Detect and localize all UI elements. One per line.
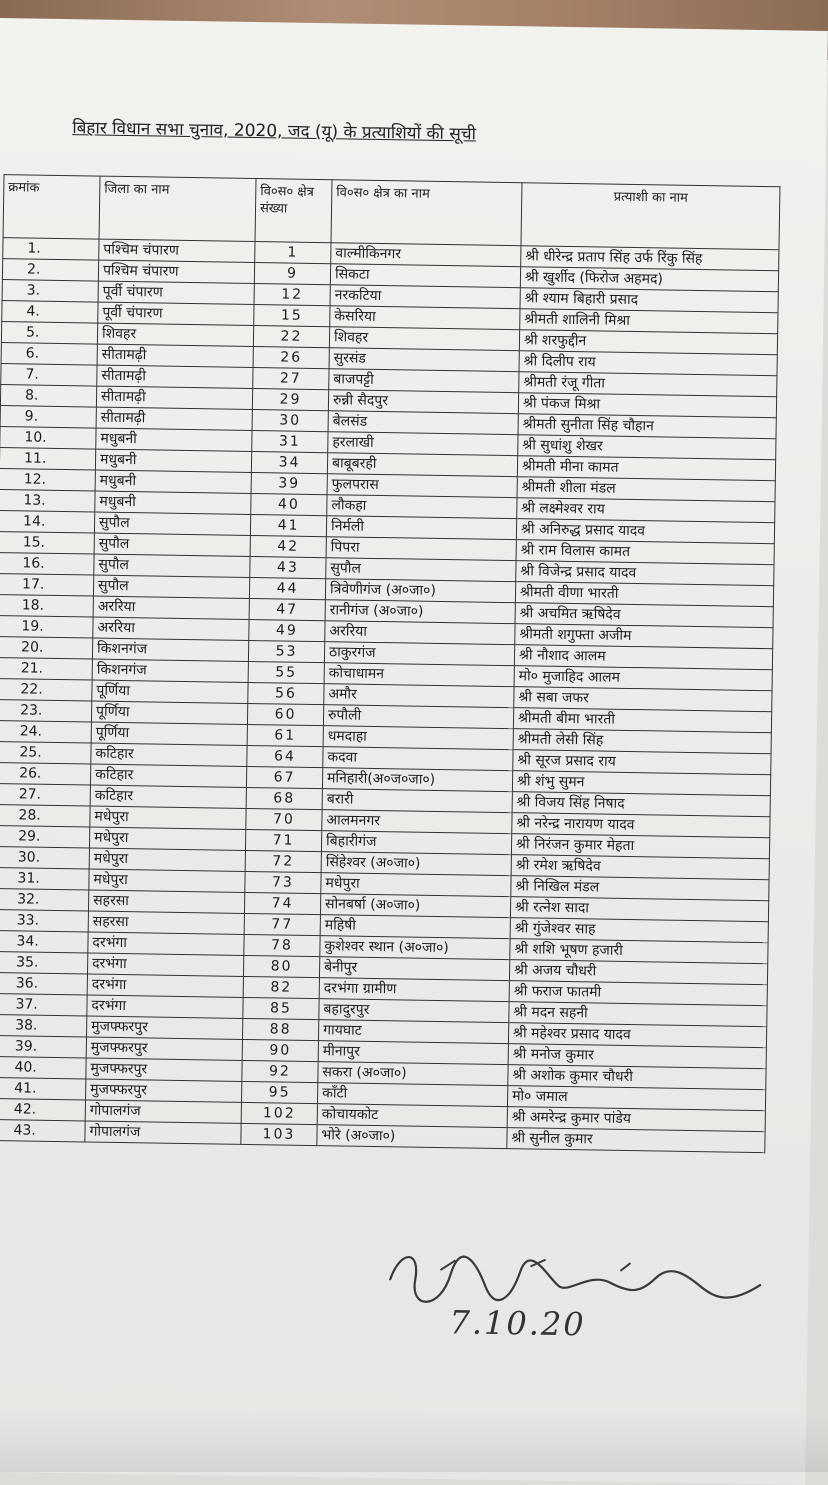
cell-constituency-name: मीनापुर [318, 1041, 508, 1065]
cell-constituency-number: 53 [248, 640, 324, 662]
cell-serial: 12. [0, 469, 95, 492]
cell-serial: 31. [0, 867, 89, 890]
cell-district: कटिहार [90, 764, 246, 787]
cell-constituency-name: निर्मली [326, 516, 516, 540]
cell-candidate: श्री दिलीप राय [519, 351, 777, 376]
cell-candidate: श्री सुनील कुमार [507, 1128, 765, 1153]
cell-candidate: श्री अशोक कुमार चौधरी [508, 1065, 766, 1090]
cell-serial: 28. [0, 805, 90, 828]
cell-constituency-name: फुलपरास [327, 474, 517, 498]
cell-constituency-number: 31 [252, 431, 328, 453]
cell-constituency-number: 55 [248, 661, 324, 683]
cell-candidate: श्री मदन सहनी [509, 1002, 767, 1027]
cell-candidate: श्री सुधांशु शेखर [518, 435, 776, 460]
cell-district: मधुबनी [95, 470, 251, 493]
cell-district: पूर्वी चंपारण [98, 281, 254, 304]
cell-serial: 36. [0, 972, 87, 995]
cell-constituency-name: बरारी [322, 789, 512, 813]
cell-constituency-name: नरकटिया [330, 285, 520, 309]
cell-constituency-name: वाल्मीकिनगर [331, 243, 521, 267]
cell-constituency-name: आलमनगर [322, 810, 512, 834]
cell-constituency-number: 56 [248, 682, 324, 704]
cell-constituency-name: कदवा [323, 747, 513, 771]
cell-district: अररिया [93, 596, 249, 619]
cell-serial: 1. [3, 238, 99, 261]
cell-constituency-number: 90 [242, 1039, 318, 1061]
cell-serial: 17. [0, 574, 94, 597]
cell-constituency-name: सुपौल [326, 558, 516, 582]
cell-constituency-number: 74 [244, 892, 320, 914]
cell-constituency-name: कुशेश्वर स्थान (अ०जा०) [320, 936, 510, 960]
cell-district: मधुबनी [95, 449, 251, 472]
cell-constituency-name: हरलाखी [328, 432, 518, 456]
cell-candidate: श्रीमती मीना कामत [517, 456, 775, 481]
cell-constituency-number: 39 [251, 473, 327, 495]
cell-constituency-name: सकरा (अ०जा०) [318, 1062, 508, 1086]
cell-serial: 39. [0, 1035, 87, 1058]
cell-candidate: श्रीमती लेसी सिंह [513, 729, 771, 754]
cell-constituency-number: 71 [245, 829, 321, 851]
cell-serial: 20. [0, 637, 93, 660]
cell-constituency-number: 30 [252, 410, 328, 432]
cell-serial: 33. [0, 909, 88, 932]
header-candidate-name: प्रत्याशी का नाम [521, 183, 780, 250]
cell-district: किशनगंज [92, 638, 248, 661]
cell-candidate: श्री निरंजन कुमार मेहता [511, 834, 769, 859]
cell-constituency-name: गायघाट [318, 1020, 508, 1044]
cell-serial: 4. [2, 301, 98, 324]
cell-constituency-name: अररिया [325, 621, 515, 645]
cell-constituency-name: बेनीपुर [319, 957, 509, 981]
cell-constituency-name: बेलसंड [328, 411, 518, 435]
cell-district: मधेपुरा [90, 806, 246, 829]
cell-district: अररिया [93, 617, 249, 640]
cell-constituency-number: 43 [250, 556, 326, 578]
cell-district: सहरसा [88, 890, 244, 913]
cell-candidate: श्री सूरज प्रसाद राय [513, 750, 771, 775]
cell-candidate: श्री पंकज मिश्रा [518, 393, 776, 418]
cell-district: सीतामढ़ी [96, 407, 252, 430]
cell-district: मधेपुरा [89, 827, 245, 850]
cell-serial: 30. [0, 846, 89, 869]
cell-district: मुजफ्फरपुर [86, 1058, 242, 1081]
cell-district: कटिहार [91, 743, 247, 766]
header-district: जिला का नाम [99, 176, 256, 241]
cell-serial: 18. [0, 595, 93, 618]
cell-serial: 22. [0, 679, 92, 702]
cell-constituency-name: सोनबर्षा (अ०जा०) [320, 894, 510, 918]
cell-serial: 37. [0, 993, 87, 1016]
cell-candidate: श्री निखिल मंडल [511, 876, 769, 901]
cell-serial: 40. [0, 1056, 86, 1079]
cell-constituency-name: पिपरा [326, 537, 516, 561]
cell-constituency-number: 102 [241, 1102, 317, 1124]
cell-constituency-number: 61 [247, 724, 323, 746]
header-constituency-name: वि०स० क्षेत्र का नाम [331, 180, 522, 246]
cell-district: मधुबनी [95, 491, 251, 514]
cell-district: सुपौल [94, 512, 250, 535]
cell-constituency-number: 1 [255, 242, 331, 264]
cell-candidate: श्री रमेश ऋषिदेव [511, 855, 769, 880]
cell-constituency-name: केसरिया [330, 306, 520, 330]
cell-constituency-number: 95 [241, 1081, 317, 1103]
cell-district: मुजफ्फरपुर [87, 1016, 243, 1039]
cell-constituency-name: त्रिवेणीगंज (अ०जा०) [325, 579, 515, 603]
cell-constituency-name: धमदाहा [323, 726, 513, 750]
cell-constituency-name: बिहारीगंज [321, 831, 511, 855]
cell-district: गोपालगंज [85, 1121, 241, 1144]
cell-candidate: श्री लक्ष्मेश्वर राय [517, 498, 775, 523]
cell-candidate: श्री राम विलास कामत [516, 540, 774, 565]
cell-constituency-number: 22 [253, 326, 329, 348]
cell-constituency-number: 47 [249, 598, 325, 620]
cell-constituency-number: 64 [247, 745, 323, 767]
cell-candidate: श्री मनोज कुमार [508, 1044, 766, 1069]
cell-candidate: श्री रत्नेश सादा [510, 897, 768, 922]
cell-district: मुजफ्फरपुर [86, 1037, 242, 1060]
cell-serial: 19. [0, 616, 93, 639]
cell-candidate: श्रीमती सुनीता सिंह चौहान [518, 414, 776, 439]
cell-candidate: श्री खुर्शीद (फिरोज अहमद) [520, 267, 778, 292]
cell-district: सीतामढ़ी [97, 365, 253, 388]
cell-constituency-name: अमौर [324, 684, 514, 708]
header-constituency-number: वि०स० क्षेत्र संख्या [255, 179, 332, 243]
cell-district: मधेपुरा [89, 848, 245, 871]
cell-serial: 6. [1, 343, 97, 366]
cell-constituency-name: सिकटा [330, 264, 520, 288]
cell-serial: 2. [2, 259, 98, 282]
cell-district: दरभंगा [87, 995, 243, 1018]
cell-constituency-name: शिवहर [329, 327, 519, 351]
cell-district: गोपालगंज [85, 1100, 241, 1123]
cell-candidate: श्री शशि भूषण हजारी [510, 939, 768, 964]
cell-constituency-name: मनिहारी(अ०ज०जा०) [322, 768, 512, 792]
cell-constituency-name: लौकहा [327, 495, 517, 519]
cell-serial: 23. [0, 700, 92, 723]
cell-constituency-number: 78 [244, 934, 320, 956]
cell-candidate: श्रीमती शालिनी मिश्रा [520, 309, 778, 334]
cell-district: मुजफ्फरपुर [86, 1079, 242, 1102]
cell-constituency-number: 29 [252, 389, 328, 411]
cell-candidate: श्री शंभु सुमन [512, 771, 770, 796]
cell-district: पूर्णिया [91, 701, 247, 724]
cell-constituency-number: 88 [242, 1018, 318, 1040]
cell-constituency-number: 26 [253, 347, 329, 369]
cell-constituency-name: सिंहेश्वर (अ०जा०) [321, 852, 511, 876]
cell-constituency-number: 27 [253, 368, 329, 390]
cell-candidate: श्री धीरेन्द्र प्रताप सिंह उर्फ रिंकु सिंह [521, 246, 779, 271]
cell-candidate: श्रीमती शीला मंडल [517, 477, 775, 502]
cell-constituency-name: रुपौली [323, 705, 513, 729]
cell-serial: 42. [0, 1098, 86, 1121]
cell-constituency-number: 41 [250, 514, 326, 536]
cell-constituency-number: 67 [246, 766, 322, 788]
cell-candidate: श्री शरफुद्दीन [519, 330, 777, 355]
cell-constituency-name: कोचाधामन [324, 663, 514, 687]
cell-constituency-name: बाजपट्टी [329, 369, 519, 393]
cell-district: दरभंगा [87, 974, 243, 997]
cell-district: सुपौल [94, 533, 250, 556]
cell-serial: 15. [0, 532, 94, 555]
cell-serial: 14. [0, 511, 95, 534]
cell-serial: 8. [0, 385, 96, 408]
cell-candidate: श्री अमरेन्द्र कुमार पांडेय [507, 1107, 765, 1132]
cell-constituency-number: 103 [241, 1123, 317, 1145]
cell-district: कटिहार [90, 785, 246, 808]
cell-constituency-number: 42 [250, 535, 326, 557]
cell-district: सुपौल [94, 554, 250, 577]
signature-date: 7.10.20 [449, 1303, 586, 1344]
cell-serial: 29. [0, 826, 90, 849]
cell-constituency-name: महिषी [320, 915, 510, 939]
cell-constituency-name: रानीगंज (अ०जा०) [325, 600, 515, 624]
cell-constituency-number: 80 [243, 955, 319, 977]
cell-serial: 43. [0, 1119, 85, 1142]
cell-serial: 38. [0, 1014, 87, 1037]
cell-candidate: श्री अचमित ऋषिदेव [515, 603, 773, 628]
cell-candidate: श्री अनिरुद्ध प्रसाद यादव [516, 519, 774, 544]
cell-serial: 25. [0, 742, 91, 765]
photo-shadow [0, 1412, 828, 1472]
header-serial: क्रमांक [3, 175, 100, 240]
cell-constituency-number: 40 [251, 494, 327, 516]
cell-district: पश्चिम चंपारण [99, 239, 255, 262]
cell-serial: 5. [1, 322, 97, 345]
cell-constituency-name: बहादुरपुर [319, 999, 509, 1023]
cell-district: किशनगंज [92, 659, 248, 682]
cell-serial: 24. [0, 721, 91, 744]
cell-district: शिवहर [97, 323, 253, 346]
cell-constituency-name: दरभंगा ग्रामीण [319, 978, 509, 1002]
cell-constituency-number: 34 [251, 452, 327, 474]
cell-candidate: श्री अजय चौधरी [509, 960, 767, 985]
cell-constituency-name: मधेपुरा [321, 873, 511, 897]
cell-candidate: श्री महेश्वर प्रसाद यादव [508, 1023, 766, 1048]
cell-district: सीतामढ़ी [97, 344, 253, 367]
cell-constituency-number: 15 [254, 305, 330, 327]
cell-serial: 10. [0, 427, 96, 450]
cell-constituency-number: 68 [246, 787, 322, 809]
cell-constituency-name: रुन्नी सैदपुर [328, 390, 518, 414]
cell-constituency-number: 73 [245, 871, 321, 893]
cell-constituency-name: बाबूबरही [327, 453, 517, 477]
cell-district: दरभंगा [87, 953, 243, 976]
cell-district: मधुबनी [96, 428, 252, 451]
cell-serial: 7. [1, 364, 97, 387]
cell-constituency-name: कोचायकोट [317, 1104, 507, 1128]
document-page [0, 18, 828, 1485]
cell-district: सुपौल [93, 575, 249, 598]
cell-serial: 35. [0, 951, 88, 974]
cell-district: दरभंगा [88, 932, 244, 955]
cell-serial: 13. [0, 490, 95, 513]
cell-candidate: श्री नौशाद आलम [514, 645, 772, 670]
cell-constituency-name: भोरे (अ०जा०) [317, 1125, 507, 1149]
cell-candidate: मो० जमाल [507, 1086, 765, 1111]
cell-candidate: श्री विजय सिंह निषाद [512, 792, 770, 817]
cell-constituency-number: 70 [246, 808, 322, 830]
cell-district: पूर्णिया [92, 680, 248, 703]
cell-candidate: श्रीमती रंजू गीता [519, 372, 777, 397]
cell-candidate: श्रीमती वीणा भारती [515, 582, 773, 607]
cell-constituency-number: 60 [247, 703, 323, 725]
cell-candidate: श्री नरेन्द्र नारायण यादव [512, 813, 770, 838]
cell-district: पूर्वी चंपारण [98, 302, 254, 325]
cell-candidate: श्रीमती बीमा भारती [513, 708, 771, 733]
cell-constituency-number: 9 [254, 263, 330, 285]
cell-candidate: श्री फराज फातमी [509, 981, 767, 1006]
cell-serial: 32. [0, 888, 89, 911]
cell-serial: 34. [0, 930, 88, 953]
cell-serial: 21. [0, 658, 92, 681]
cell-constituency-number: 12 [254, 284, 330, 306]
cell-constituency-number: 85 [243, 997, 319, 1019]
cell-district: पश्चिम चंपारण [98, 260, 254, 283]
candidate-table [0, 174, 780, 1153]
cell-candidate: मो० मुजाहिद आलम [514, 666, 772, 691]
cell-constituency-number: 72 [245, 850, 321, 872]
cell-constituency-name: ठाकुरगंज [324, 642, 514, 666]
cell-district: मधेपुरा [89, 869, 245, 892]
cell-district: पूर्णिया [91, 722, 247, 745]
cell-constituency-number: 92 [242, 1060, 318, 1082]
cell-district: सहरसा [88, 911, 244, 934]
cell-candidate: श्री सबा जफर [514, 687, 772, 712]
cell-serial: 16. [0, 553, 94, 576]
cell-constituency-number: 44 [249, 577, 325, 599]
cell-constituency-number: 77 [244, 913, 320, 935]
cell-candidate: श्री श्याम बिहारी प्रसाद [520, 288, 778, 313]
cell-serial: 41. [0, 1077, 86, 1100]
cell-serial: 9. [0, 406, 96, 429]
cell-constituency-name: सुरसंड [329, 348, 519, 372]
cell-candidate: श्री गुंजेश्वर साह [510, 918, 768, 943]
cell-district: सीतामढ़ी [96, 386, 252, 409]
cell-constituency-number: 82 [243, 976, 319, 998]
document-title: बिहार विधान सभा चुनाव, 2020, जद (यू) के प्रत्याशियों की सूची [72, 118, 477, 145]
cell-serial: 27. [0, 784, 90, 807]
cell-serial: 3. [2, 280, 98, 303]
cell-constituency-number: 49 [249, 619, 325, 641]
cell-candidate: श्रीमती शगुफ्ता अजीम [515, 624, 773, 649]
cell-serial: 26. [0, 763, 91, 786]
cell-constituency-name: कॉंटी [317, 1083, 507, 1107]
cell-candidate: श्री विजेन्द्र प्रसाद यादव [516, 561, 774, 586]
cell-serial: 11. [0, 448, 96, 471]
